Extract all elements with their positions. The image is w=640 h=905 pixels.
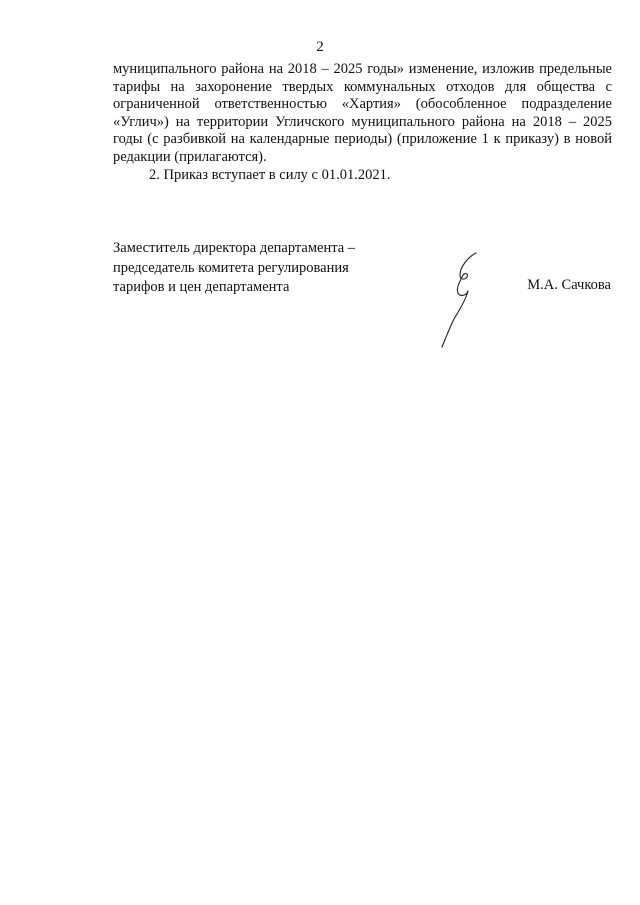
page-number: 2 [316, 39, 324, 55]
position-line: председатель комитета регулирования [113, 259, 349, 276]
paragraph-continuation: муниципального района на 2018 – 2025 годы» изменение, изложив предельные тарифы на захоронение твердых коммунальных отходов для общества с ограниченной ответственностью «Хартия» (обособленное подразделение «Углич») на территории Угличского муниципального района на 2018 – 2025 годы (с разбивкой на календарные периоды) (приложение 1 к приказу) в новой редакции (прилагаются). [113, 61, 612, 165]
handwritten-signature [438, 247, 498, 352]
paragraph-item-2: 2. Приказ вступает в силу с 01.01.2021. [149, 166, 391, 183]
signer-name: М.А. Сачкова [527, 277, 611, 293]
position-line: тарифов и цен департамента [113, 279, 290, 295]
signatory-position [113, 239, 413, 298]
document-body [113, 61, 612, 184]
position-line: Заместитель директора департамента – [113, 240, 356, 256]
